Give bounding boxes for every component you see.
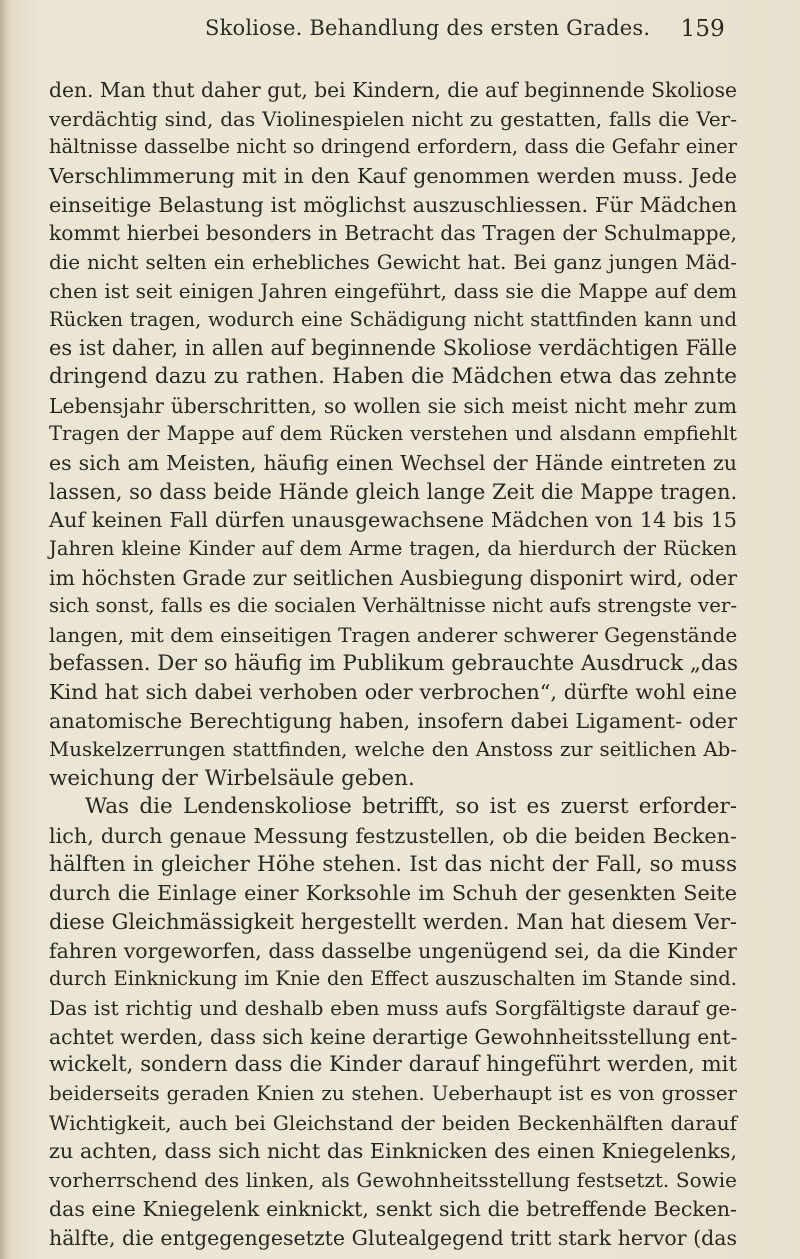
text-line: hälften in gleicher Höhe stehen. Ist das nicht der Fall, so muss xyxy=(49,851,737,877)
text-line: es sich am Meisten, häufig einen Wechsel der Hände eintreten zu xyxy=(49,450,737,475)
text-line: es ist daher, in allen auf beginnende Skoliose verdächtigen Fälle xyxy=(49,336,737,361)
text-line: beiderseits geraden Knien zu stehen. Ueberhaupt ist es von grosser xyxy=(49,1082,737,1106)
text-line: das eine Kniegelenk einknickt, senkt sich die betreffende Becken- xyxy=(49,1196,737,1221)
text-line: Rücken tragen, wodurch eine Schädigung nicht stattfinden kann und xyxy=(49,307,737,331)
text-line: Tragen der Mappe auf dem Rücken verstehen und alsdann empfiehlt xyxy=(49,422,737,446)
text-line: hälfte, die entgegengesetzte Glutealgegend tritt stark hervor (das xyxy=(49,1225,737,1250)
text-line: diese Gleichmässigkeit hergestellt werden. Man hat diesem Ver- xyxy=(49,909,737,934)
text-line: Muskelzerrungen stattfinden, welche den Anstoss zur seitlichen Ab- xyxy=(49,737,737,761)
text-line: achtet werden, dass sich keine derartige Gewohnheitsstellung ent- xyxy=(49,1024,738,1049)
text-line: im höchsten Grade zur seitlichen Ausbiegung disponirt wird, oder xyxy=(49,565,737,590)
running-head-title: Skoliose. Behandlung des ersten Grades. xyxy=(205,16,651,40)
body-text xyxy=(49,76,737,1252)
text-line: chen ist seit einigen Jahren eingeführt, dass sie die Mappe auf dem xyxy=(49,278,737,303)
text-line: vorherrschend des linken, als Gewohnheitsstellung festsetzt. Sowie xyxy=(49,1168,737,1193)
text-line: Jahren kleine Kinder auf dem Arme tragen, da hierdurch der Rücken xyxy=(49,537,737,560)
text-line: Das ist richtig und deshalb eben muss aufs Sorgfältigste darauf ge- xyxy=(49,996,737,1020)
text-line: dringend dazu zu rathen. Haben die Mädchen etwa das zehnte xyxy=(49,363,737,389)
text-line: Lebensjahr überschritten, so wollen sie sich meist nicht mehr zum xyxy=(49,393,737,418)
text-line: lassen, so dass beide Hände gleich lange Zeit die Mappe tragen. xyxy=(49,479,738,504)
text-line: befassen. Der so häufig im Publikum gebrauchte Ausdruck „das xyxy=(49,650,739,676)
text-line: zu achten, dass sich nicht das Einknicken des einen Kniegelenks, xyxy=(49,1139,737,1164)
text-line: den. Man thut daher gut, bei Kindern, die auf beginnende Skoliose xyxy=(49,78,737,102)
page-number: 159 xyxy=(680,16,725,42)
text-line: Kind hat sich dabei verhoben oder verbrochen“, dürfte wohl eine xyxy=(49,680,737,705)
text-line: Auf keinen Fall dürfen unausgewachsene Mädchen von 14 bis 15 xyxy=(49,508,737,533)
text-line: hältnisse dasselbe nicht so dringend erfordern, dass die Gefahr einer xyxy=(49,135,737,159)
text-line: sich sonst, falls es die socialen Verhältnisse nicht aufs strengste ver- xyxy=(49,594,737,618)
text-line: wickelt, sondern dass die Kinder darauf hingeführt werden, mit xyxy=(49,1052,737,1078)
text-line: fahren vorgeworfen, dass dasselbe ungenügend sei, da die Kinder xyxy=(49,938,737,963)
page-gutter-shadow xyxy=(0,0,10,1259)
text-line: durch die Einlage einer Korksohle im Schuh der gesenkten Seite xyxy=(49,881,737,906)
text-line: langen, mit dem einseitigen Tragen anderer schwerer Gegenstände xyxy=(49,623,738,648)
text-line: Wichtigkeit, auch bei Gleichstand der beiden Beckenhälften darauf xyxy=(49,1110,737,1135)
text-line: kommt hierbei besonders in Betracht das Tragen der Schulmappe, xyxy=(49,221,737,246)
text-line: durch Einknickung im Knie den Effect auszuschalten im Stande sind. xyxy=(49,967,737,991)
text-line: lich, durch genaue Messung festzustellen, ob die beiden Becken- xyxy=(49,823,737,848)
running-head xyxy=(205,16,725,50)
text-line: verdächtig sind, das Violinespielen nicht zu gestatten, falls die Ver- xyxy=(49,106,737,131)
paragraph-start-line: Was die Lendenskoliose betrifft, so ist es zuerst erforder- xyxy=(85,794,737,820)
text-line: die nicht selten ein erhebliches Gewicht hat. Bei ganz jungen Mäd- xyxy=(49,250,737,275)
text-line: einseitige Belastung ist möglichst auszuschliessen. Für Mädchen xyxy=(49,192,737,217)
text-line: Verschlimmerung mit in den Kauf genommen werden muss. Jede xyxy=(49,164,737,189)
paragraph-end-line: weichung der Wirbelsäule geben. xyxy=(49,765,415,791)
text-line: anatomische Berechtigung haben, insofern dabei Ligament- oder xyxy=(49,709,737,734)
